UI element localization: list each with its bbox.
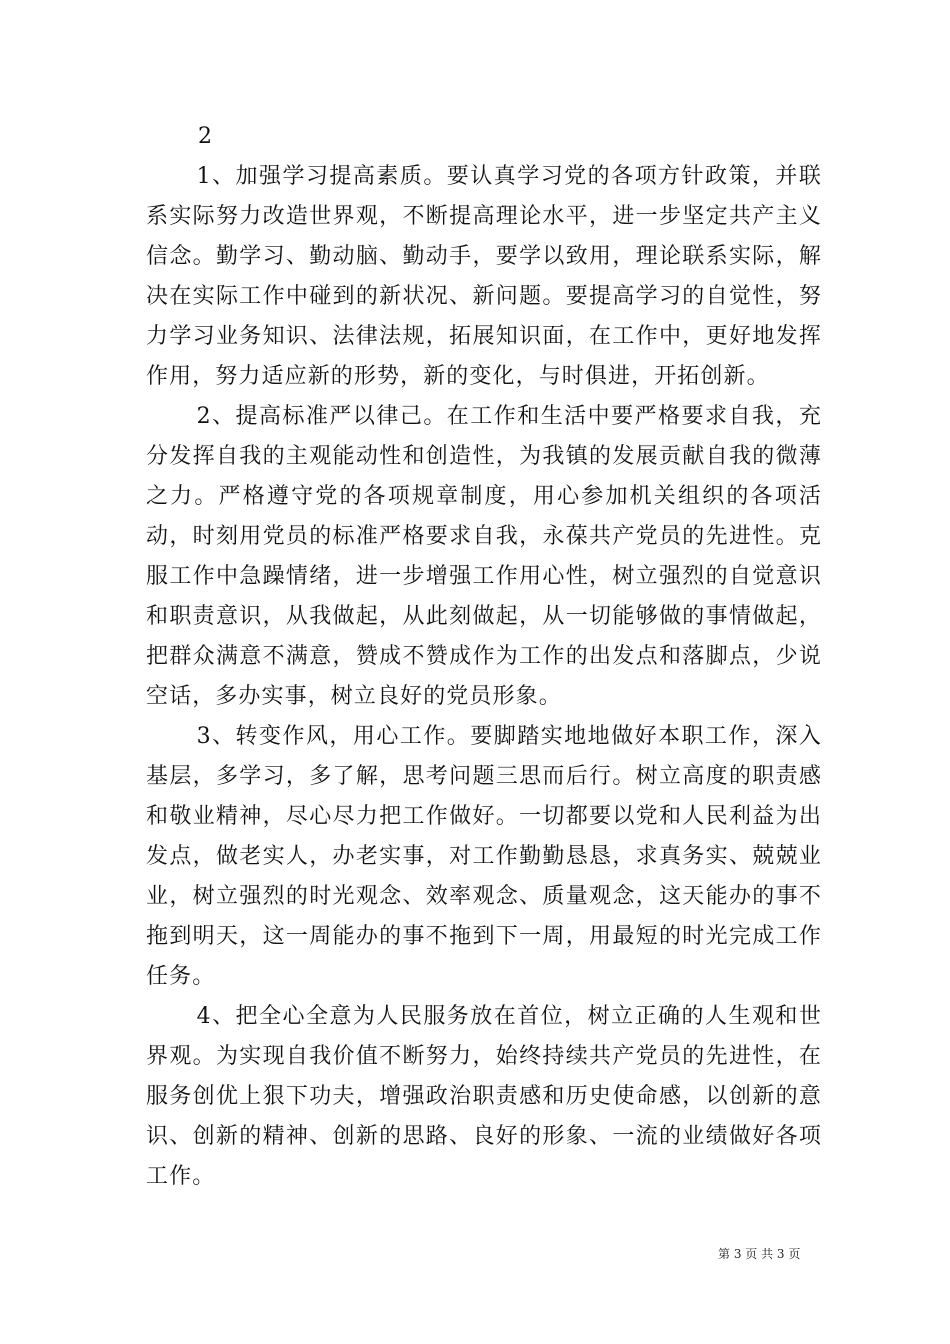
section-number: 2 [198, 124, 212, 149]
paragraph-2: 2、提高标准严以律己。在工作和生活中要严格要求自我，充分发挥自我的主观能动性和创造性，为我镇的发展贡献自我的微薄之力。严格遵守党的各项规章制度，用心参加机关组织的各项活动，时刻用党员的标准严格要求自我，永葆共产党员的先进性。克服工作中急躁情绪，进一步增强工作用心性，树立强烈的自觉意识和职责意识，从我做起，从此刻做起，从一切能够做的事情做起，把群众满意不满意，赞成不赞成作为工作的出发点和落脚点，少说空话，多办实事，树立良好的党员形象。 [146, 404, 822, 709]
paragraph-4: 4、把全心全意为人民服务放在首位，树立正确的人生观和世界观。为实现自我价值不断努力，始终持续共产党员的先进性，在服务创优上狠下功夫，增强政治职责感和历史使命感，以创新的意识、创新的精神、创新的思路、良好的形象、一流的业绩做好各项工作。 [146, 1004, 822, 1189]
document-body [146, 117, 822, 1197]
page-number-footer: 第 3 页 共 3 页 [718, 1247, 801, 1261]
paragraph-3: 3、转变作风，用心工作。要脚踏实地地做好本职工作，深入基层，多学习，多了解，思考问题三思而后行。树立高度的职责感和敬业精神，尽心尽力把工作做好。一切都要以党和人民利益为出发点，做老实人，办老实事，对工作勤勤恳恳，求真务实、兢兢业业，树立强烈的时光观念、效率观念、质量观念，这天能办的事不拖到明天，这一周能办的事不拖到下一周，用最短的时光完成工作任务。 [146, 724, 822, 989]
paragraph-1: 1、加强学习提高素质。要认真学习党的各项方针政策，并联系实际努力改造世界观，不断提高理论水平，进一步坚定共产主义信念。勤学习、勤动脑、勤动手，要学以致用，理论联系实际，解决在实际工作中碰到的新状况、新问题。要提高学习的自觉性，努力学习业务知识、法律法规，拓展知识面，在工作中，更好地发挥作用，努力适应新的形势，新的变化，与时俱进，开拓创新。 [146, 164, 822, 389]
